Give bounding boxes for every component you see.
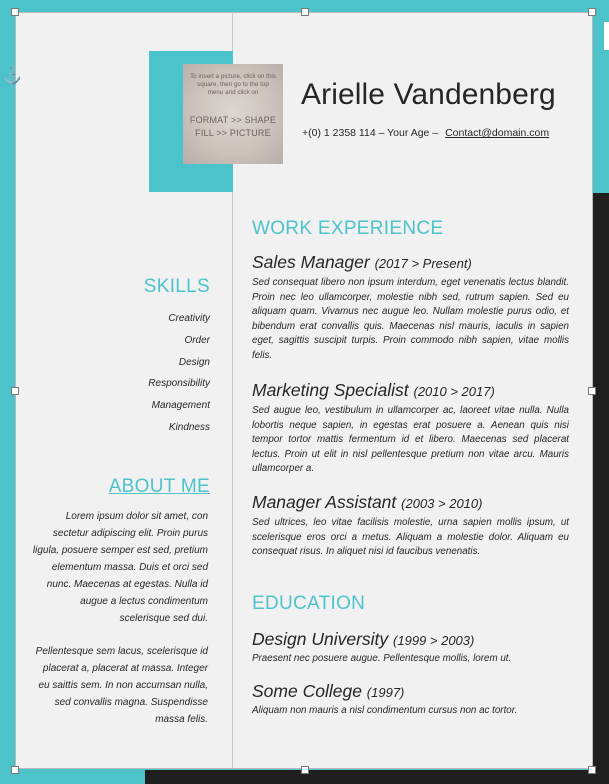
photo-action-label: FORMAT >> SHAPE FILL >> PICTURE [189,115,277,138]
resize-handle-bottom-right[interactable] [588,766,596,774]
job-title-3 [252,492,482,513]
job-description-2: Sed augue leo, vestibulum in ullamcorper ac, laoreet vitae nulla. Nulla lobortis neque sapien, in egestas erat posuere a. Aenean quis nisi tempor tortor mattis fermentum id et libero. Maecenas sed placerat lectus. Proin ut elit in nisl pellentesque pretium non vitae arcu. Mauris ullamcorper a. [252,405,569,475]
job-dates: (2010 > 2017) [413,384,495,399]
job-title-text: Marketing Specialist [252,380,409,400]
job-title-text: Sales Manager [252,252,370,272]
resize-handle-right[interactable] [588,387,596,395]
anchor-icon: ⚓ [2,68,22,85]
job-dates: (2017 > Present) [374,256,472,271]
about-paragraph-1: Lorem ipsum dolor sit amet, con sectetur adipiscing elit. Proin purus ligula, posuere semper est sed, pretium elementum massa. Duis et orci sed nunc. Maecenas at egestas. Nulla id augue a lectus condimentum scelerisque sed dui. [32,511,208,624]
about-heading[interactable]: ABOUT ME [108,476,210,497]
skill-item: Creativity [168,313,210,324]
resize-handle-bottom-left[interactable] [11,766,19,774]
skills-heading: SKILLS [143,276,210,297]
school-title-text: Design University [252,629,389,649]
school-dates: (1999 > 2003) [393,633,475,648]
resize-handle-bottom[interactable] [301,766,309,774]
contact-line [302,127,549,139]
school-title-2 [252,681,404,702]
job-dates: (2003 > 2010) [401,496,483,511]
job-description-3: Sed ultrices, leo vitae facilisis molestie, urna sapien mollis ipsum, ut scelerisque eros orci a metus. Aliquam a molestie dolor. Aliquam eu consequat risus. In aliquet nisi id faucibus venenatis. [252,517,569,558]
resize-handle-top-right[interactable] [588,8,596,16]
skills-list [60,311,210,442]
school-title-1 [252,629,474,650]
job-title-2 [252,380,495,401]
email-link[interactable]: Contact@domain.com [445,127,550,139]
skill-item: Order [184,334,210,346]
education-heading: EDUCATION [252,593,366,614]
skill-item: Design [178,356,210,368]
school-description-2: Aliquam non mauris a nisl condimentum cursus non ac tortor. [252,705,518,716]
resize-handle-top-left[interactable] [11,8,19,16]
work-experience-heading: WORK EXPERIENCE [252,218,444,239]
skill-item: Management [151,400,210,412]
school-dates: (1997) [366,685,405,700]
job-title-text: Manager Assistant [252,492,397,512]
contact-details: +(0) 1 2358 114 – Your Age – [302,127,442,139]
skill-item: Responsibility [148,378,210,390]
school-title-text: Some College [252,681,362,701]
job-description-1: Sed consequat libero non ipsum interdum, eget venenatis lectus blandit. Proin nec leo ullamcorper, molestie nibh sed, rutrum sapien. Sed eu aliquam quam. Vivamus nec augue leo. Nullam molestie purus odio, et bibendum erat convallis quis. Maecenas nisl mauris, iaculis in sapien eget, sagittis suscipit turpis. Proin commodo nibh sapien, vitae mollis felis. [252,277,569,361]
candidate-name: Arielle Vandenberg [301,78,556,111]
resize-handle-left[interactable] [11,387,19,395]
photo-placeholder[interactable] [183,64,283,164]
photo-instruction: To insert a picture, click on this square, then go to the top menu and click on [190,73,276,96]
dark-side-band [592,193,609,784]
skill-item: Kindness [168,421,210,433]
about-paragraph-2: Pellentesque sem lacus, scelerisque id placerat a, placerat at massa. Integer eu saittis sem. In non accumsan nulla, sed convallis magna. Suspendisse massa felis. [35,646,208,725]
job-title-1 [252,252,472,273]
window-edge [604,22,609,50]
resize-handle-top[interactable] [301,8,309,16]
school-description-1: Praesent nec posuere augue. Pellentesque mollis, lorem ut. [252,653,512,664]
dark-bottom-band [145,770,609,784]
